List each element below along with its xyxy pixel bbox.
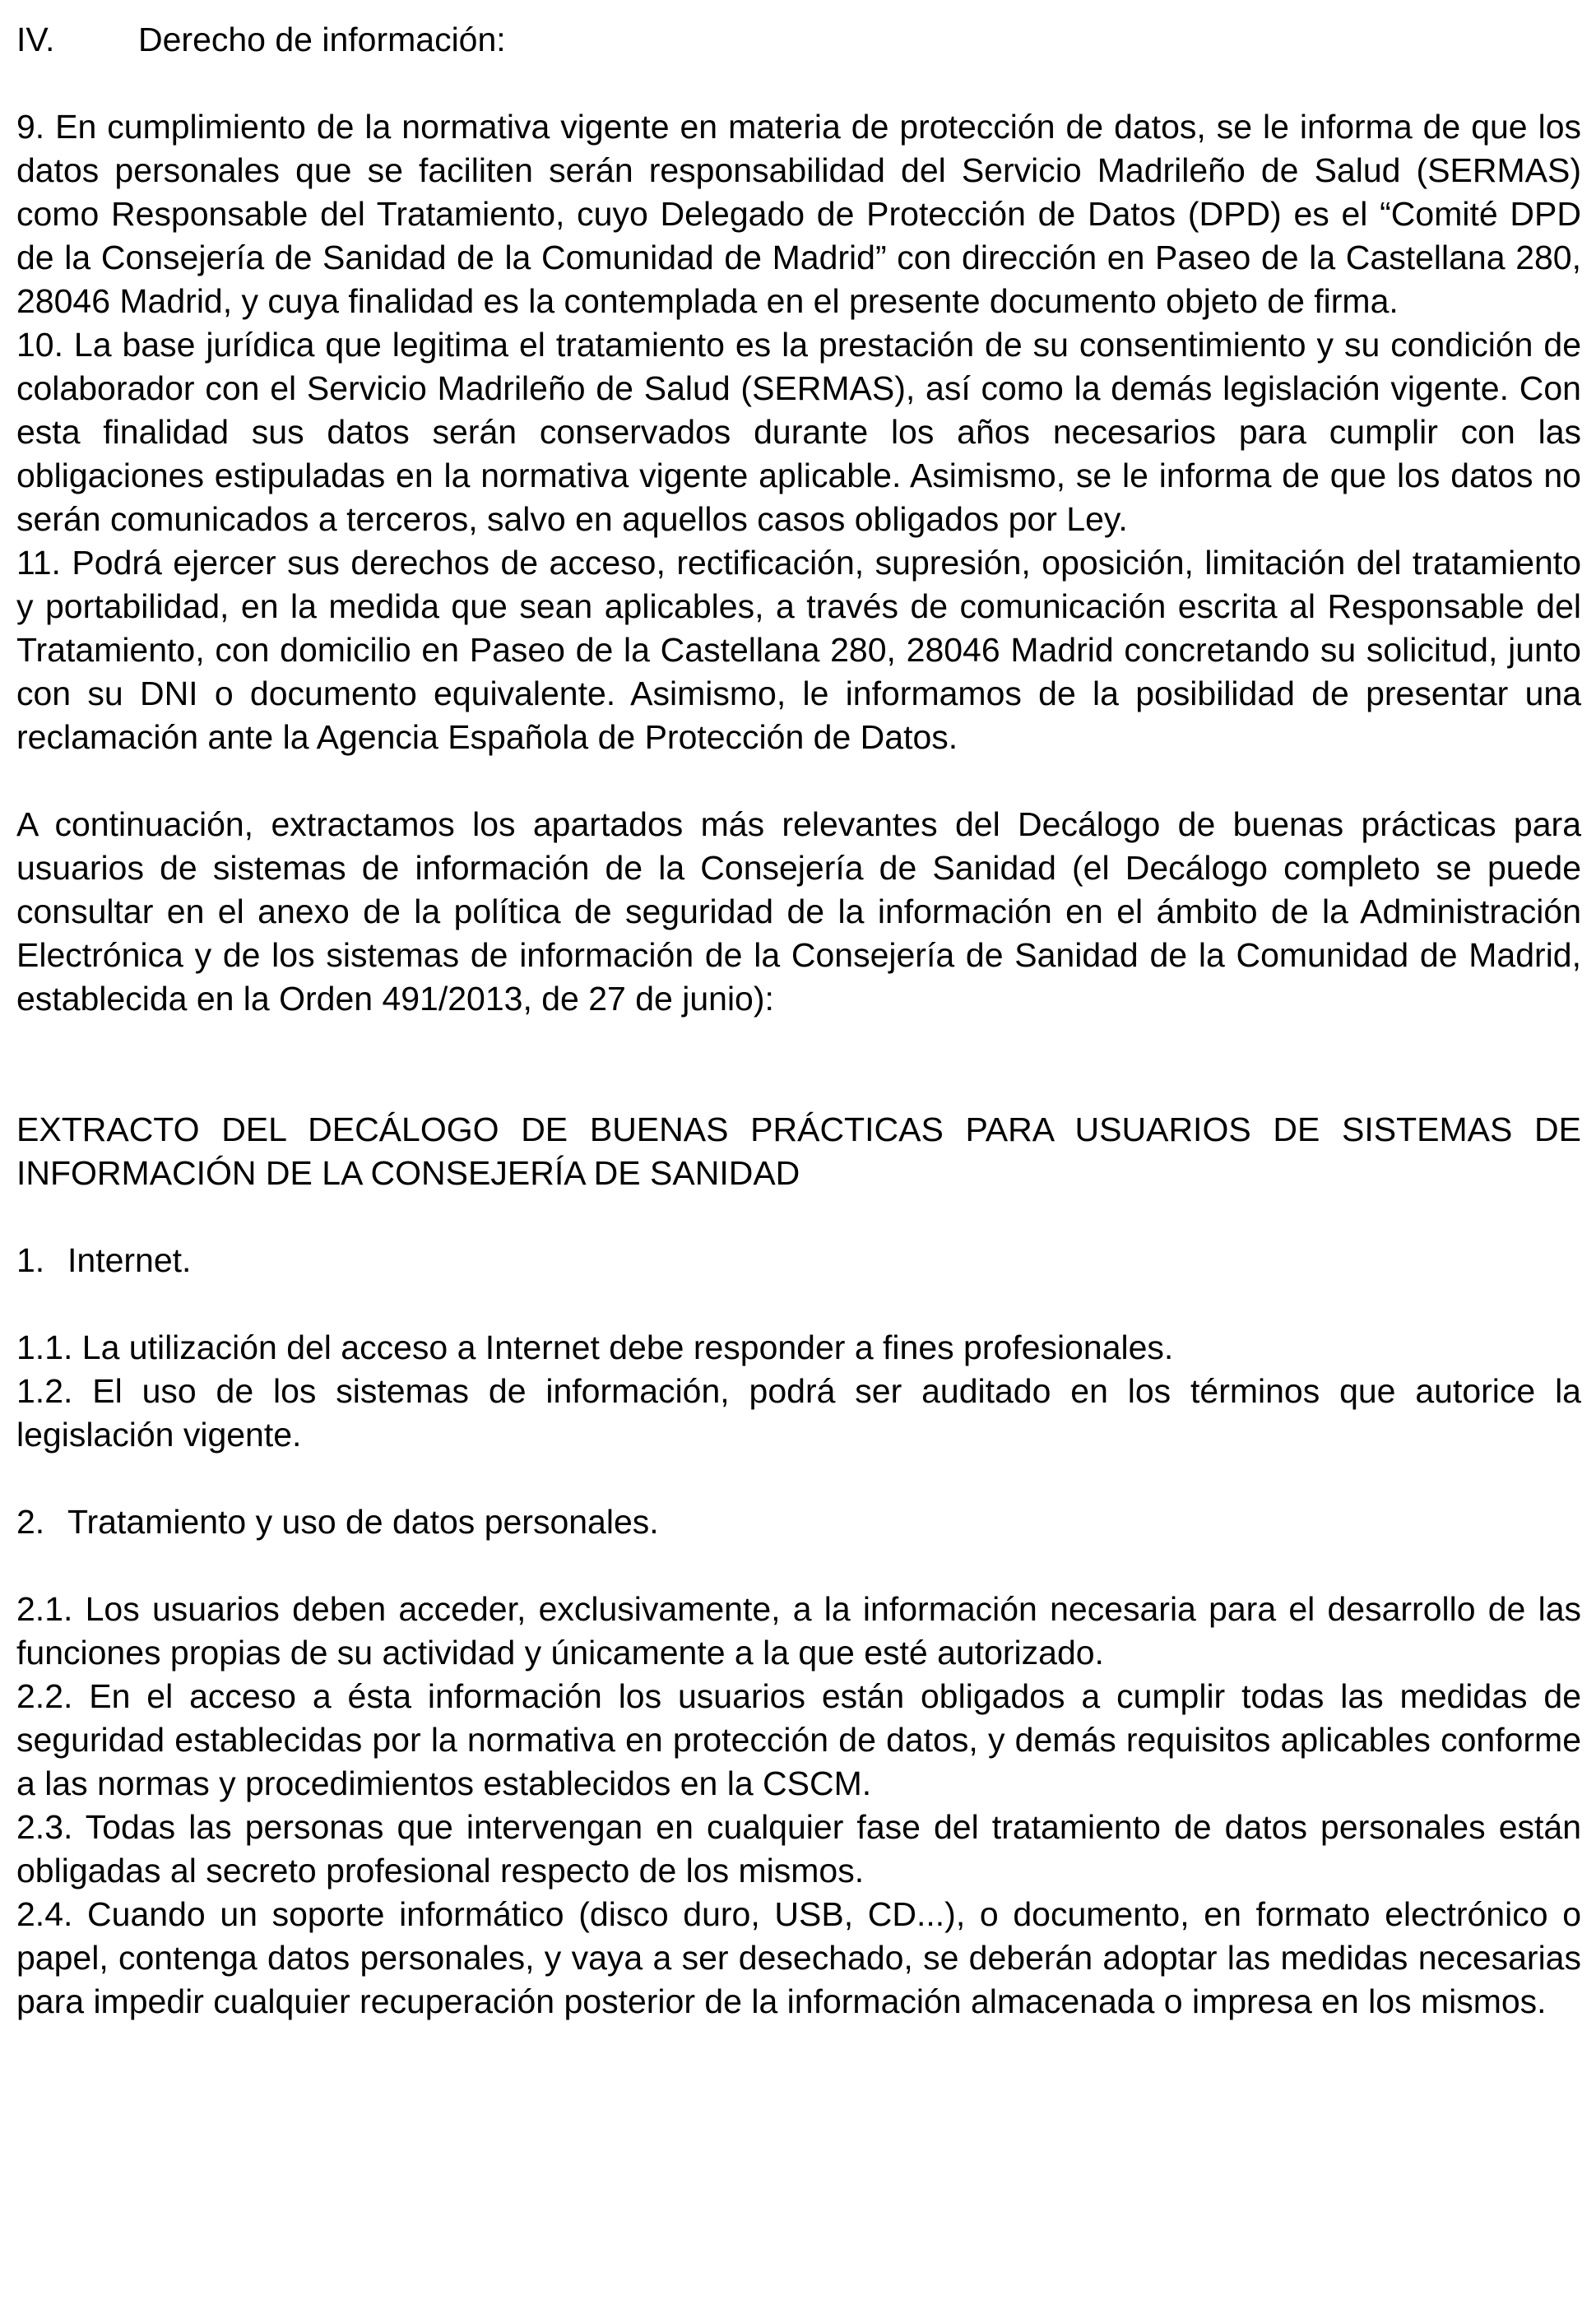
section-2-name: Tratamiento y uso de datos personales. bbox=[67, 1503, 659, 1541]
item-2-1: 2.1. Los usuarios deben acceder, exclusivamente, a la información necesaria para el desarrollo de las funciones propias de su actividad y únicamente a la que esté autorizado. bbox=[16, 1590, 1581, 1672]
paragraph-11: 11. Podrá ejercer sus derechos de acceso, rectificación, supresión, oposición, limitación del tratamiento y portabilidad, en la medida que sean aplicables, a través de comunicación escrita al Responsable del Tratamiento, con domicilio en Paseo de la Castellana 280, 28046 Madrid concretando su solicitud, junto con su DNI o documento equivalente. Asimismo, le informamos de la posibilidad de presentar una reclamación ante la Agencia Española de Protección de Datos. bbox=[16, 544, 1581, 756]
section-2-number: 2. bbox=[16, 1503, 45, 1541]
section-1-name: Internet. bbox=[67, 1241, 192, 1279]
paragraph-10: 10. La base jurídica que legitima el tratamiento es la prestación de su consentimiento y su condición de colaborador con el Servicio Madrileño de Salud (SERMAS), así como la demás legislación vigente. Con esta finalidad sus datos serán conservados durante los años necesarios para cumplir con las obligaciones estipuladas en la normativa vigente aplicable. Asimismo, se le informa de que los datos no serán comunicados a terceros, salvo en aquellos casos obligados por Ley. bbox=[16, 326, 1581, 538]
section-1-number: 1. bbox=[16, 1241, 45, 1279]
section-1-title bbox=[16, 1239, 1581, 1282]
paragraph-9: 9. En cumplimiento de la normativa vigente en materia de protección de datos, se le informa de que los datos personales que se faciliten serán responsabilidad del Servicio Madrileño de Salud (SERMAS) como Responsable del Tratamiento, cuyo Delegado de Protección de Datos (DPD) es el “Comité DPD de la Consejería de Sanidad de la Comunidad de Madrid” con dirección en Paseo de la Castellana 280, 28046 Madrid, y cuya finalidad es la contemplada en el presente documento objeto de firma. bbox=[16, 108, 1581, 320]
intro-paragraph: A continuación, extractamos los apartados más relevantes del Decálogo de buenas prácticas para usuarios de sistemas de información de la Consejería de Sanidad (el Decálogo completo se puede consultar en el anexo de la política de seguridad de la información en el ámbito de la Administración Electrónica y de los sistemas de información de la Consejería de Sanidad de la Comunidad de Madrid, establecida en la Orden 491/2013, de 27 de junio): bbox=[16, 805, 1581, 1018]
item-2-3: 2.3. Todas las personas que intervengan en cualquier fase del tratamiento de datos personales están obligadas al secreto profesional respecto de los mismos. bbox=[16, 1808, 1581, 1889]
extract-heading: EXTRACTO DEL DECÁLOGO DE BUENAS PRÁCTICAS PARA USUARIOS DE SISTEMAS DE INFORMACIÓN DE LA CONSEJERÍA DE SANIDAD bbox=[16, 1110, 1581, 1192]
section-2-title bbox=[16, 1500, 1581, 1544]
item-2-2: 2.2. En el acceso a ésta información los usuarios están obligados a cumplir todas las medidas de seguridad establecidas por la normativa en protección de datos, y demás requisitos aplicables conforme a las normas y procedimientos establecidos en la CSCM. bbox=[16, 1677, 1581, 1802]
section-heading-title: Derecho de información: bbox=[138, 21, 506, 58]
item-1-2: 1.2. El uso de los sistemas de información, podrá ser auditado en los términos que autorice la legislación vigente. bbox=[16, 1372, 1581, 1454]
section-heading bbox=[16, 18, 1581, 62]
item-1-1: 1.1. La utilización del acceso a Internet debe responder a fines profesionales. bbox=[16, 1328, 1174, 1366]
section-heading-number: IV. bbox=[16, 21, 55, 58]
item-2-4: 2.4. Cuando un soporte informático (disco duro, USB, CD...), o documento, en formato electrónico o papel, contenga datos personales, y vaya a ser desechado, se deberán adoptar las medidas necesarias para impedir cualquier recuperación posterior de la información almacenada o impresa en los mismos. bbox=[16, 1895, 1581, 2020]
